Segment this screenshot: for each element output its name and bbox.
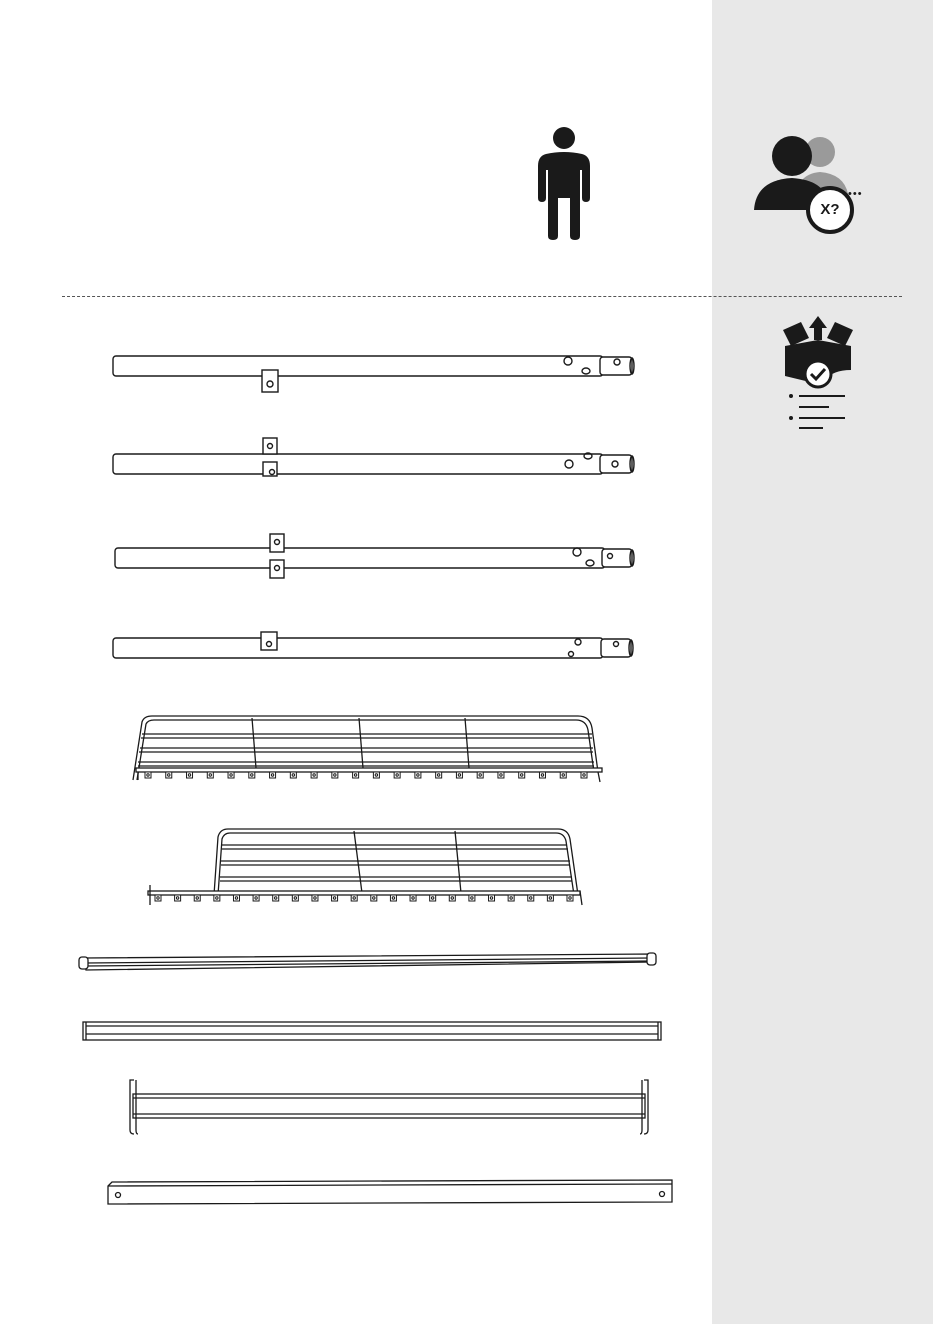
two-people-question-icon bbox=[750, 132, 870, 232]
clip-hole bbox=[431, 897, 433, 899]
clip-hole bbox=[530, 897, 532, 899]
people-badge-text: X? bbox=[820, 201, 840, 218]
clip-hole bbox=[176, 897, 178, 899]
clip-hole bbox=[471, 897, 473, 899]
leg-tube-double-bracket bbox=[0, 436, 712, 486]
clip-hole bbox=[479, 774, 481, 776]
clip-hole bbox=[251, 774, 253, 776]
open-box-checklist-icon bbox=[773, 314, 863, 432]
clip-hole bbox=[392, 897, 394, 899]
clip-hole bbox=[147, 774, 149, 776]
clip-hole bbox=[375, 774, 377, 776]
clip-hole bbox=[412, 897, 414, 899]
clip-hole bbox=[583, 774, 585, 776]
clip-hole bbox=[188, 774, 190, 776]
clip-hole bbox=[168, 774, 170, 776]
clip-hole bbox=[396, 774, 398, 776]
leg-tube-single-bracket-b bbox=[0, 626, 712, 666]
section-divider bbox=[62, 296, 902, 297]
clip-hole bbox=[500, 774, 502, 776]
side-rail-panel-left bbox=[0, 712, 712, 787]
end-bar-with-caps bbox=[0, 946, 712, 976]
clip-hole bbox=[569, 897, 571, 899]
clip-hole bbox=[255, 897, 257, 899]
leg-tube-double-bracket-b bbox=[0, 530, 712, 586]
clip-hole bbox=[353, 897, 355, 899]
leg-tube-single-bracket bbox=[0, 350, 712, 400]
clip-hole bbox=[271, 774, 273, 776]
single-person-icon bbox=[532, 126, 596, 240]
clip-hole bbox=[417, 774, 419, 776]
people-badge-dots: ••• bbox=[848, 188, 863, 200]
clip-hole bbox=[313, 774, 315, 776]
clip-hole bbox=[541, 774, 543, 776]
clip-hole bbox=[437, 774, 439, 776]
clip-hole bbox=[354, 774, 356, 776]
clip-hole bbox=[275, 897, 277, 899]
clip-hole bbox=[216, 897, 218, 899]
clip-hole bbox=[458, 774, 460, 776]
slat-support-rail bbox=[0, 1176, 712, 1208]
clip-hole bbox=[292, 774, 294, 776]
clip-hole bbox=[451, 897, 453, 899]
clip-hole bbox=[490, 897, 492, 899]
clip-hole bbox=[209, 774, 211, 776]
clip-hole bbox=[235, 897, 237, 899]
cross-bar-with-hooks bbox=[0, 1076, 712, 1138]
side-rail-panel-right bbox=[0, 825, 712, 910]
clip-hole bbox=[334, 774, 336, 776]
clip-hole bbox=[510, 897, 512, 899]
clip-hole bbox=[521, 774, 523, 776]
clip-hole bbox=[196, 897, 198, 899]
clip-hole bbox=[333, 897, 335, 899]
clip-hole bbox=[562, 774, 564, 776]
clip-hole bbox=[314, 897, 316, 899]
clip-hole bbox=[294, 897, 296, 899]
flat-channel-bar bbox=[0, 1018, 712, 1044]
clip-hole bbox=[549, 897, 551, 899]
clip-hole bbox=[157, 897, 159, 899]
clip-hole bbox=[373, 897, 375, 899]
clip-hole bbox=[230, 774, 232, 776]
